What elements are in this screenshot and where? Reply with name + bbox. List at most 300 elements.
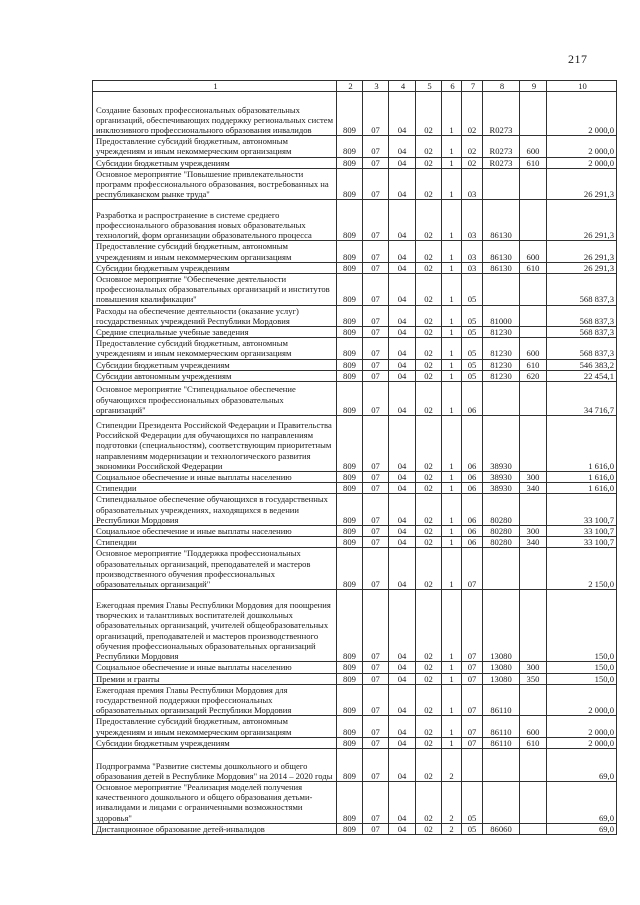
col-7-cell: 03 [462,262,483,273]
col-4-cell: 04 [389,748,416,781]
table-row [93,370,617,381]
col-9-cell: 600 [520,136,547,157]
table-row [93,662,617,673]
col-5-cell: 02 [416,737,442,748]
row-name-cell: Средние специальные учебные заведения [93,327,337,338]
col-3-cell: 07 [363,472,389,483]
table-row [93,136,617,157]
row-name-cell: Основное мероприятие "Реализация моделей получения качественного дошкольного и общего образования детьми-инвалидами и лицами с ограниченными возможностями здоровья" [93,781,337,823]
col-8-cell: 13080 [483,590,520,662]
col-7-cell: 06 [462,382,483,416]
col-10-cell: 1 616,0 [547,472,617,483]
table-row [93,274,617,306]
row-name-cell: Дистанционное образование детей-инвалидов [93,823,337,834]
col-4-cell: 04 [389,684,416,716]
table-row [93,684,617,716]
col-8-cell: 81230 [483,327,520,338]
col-4-cell: 04 [389,359,416,370]
col-4-cell: 04 [389,136,416,157]
col-9-cell: 300 [520,472,547,483]
col-9-cell [520,200,547,241]
table-row [93,416,617,472]
col-9-cell: 600 [520,716,547,737]
col-7-cell: 03 [462,241,483,262]
col-3-cell: 07 [363,305,389,326]
col-7-cell: 07 [462,662,483,673]
col-6-cell: 1 [442,262,462,273]
col-8-cell [483,748,520,781]
col-2-cell: 809 [337,494,363,526]
col-7-cell: 02 [462,157,483,168]
col-8-cell: R0273 [483,157,520,168]
table-row [93,716,617,737]
col-2-cell: 809 [337,136,363,157]
col-5-cell: 02 [416,716,442,737]
col-9-cell [520,327,547,338]
col-8-cell: 86130 [483,200,520,241]
row-name-cell: Предоставление субсидий бюджетным, автономным учреждениям и иным некоммерческим организациям [93,338,337,359]
col-8-cell: 81230 [483,359,520,370]
column-header: 2 [337,81,363,92]
row-name-cell: Основное мероприятие "Стипендиальное обеспечение обучающихся профессиональных образовательных организаций" [93,382,337,416]
col-5-cell: 02 [416,136,442,157]
col-5-cell: 02 [416,338,442,359]
row-name-cell: Социальное обеспечение и иные выплаты населению [93,472,337,483]
col-4-cell: 04 [389,168,416,200]
col-4-cell: 04 [389,241,416,262]
col-10-cell: 33 100,7 [547,526,617,537]
col-2-cell: 809 [337,737,363,748]
col-9-cell [520,305,547,326]
col-5-cell: 02 [416,382,442,416]
col-9-cell [520,548,547,590]
col-2-cell: 809 [337,673,363,684]
table-row [93,262,617,273]
column-header: 8 [483,81,520,92]
col-5-cell: 02 [416,781,442,823]
col-9-cell: 340 [520,483,547,494]
col-4-cell: 04 [389,483,416,494]
col-5-cell: 02 [416,548,442,590]
col-10-cell: 69,0 [547,781,617,823]
col-6-cell: 1 [442,327,462,338]
row-name-cell: Стипендии Президента Российской Федерации и Правительства Российской Федерации для обучающихся по направлениям подготовки (специальностям), соответствующим приоритетным направлениям модернизации и технологического развития экономики Российской Федерации [93,416,337,472]
col-2-cell: 809 [337,781,363,823]
table-header-row [93,81,617,92]
col-4-cell: 04 [389,526,416,537]
table-row [93,748,617,781]
col-5-cell: 02 [416,168,442,200]
table-row [93,472,617,483]
row-name-cell: Разработка и распространение в системе среднего профессионального образования новых образовательных технологий, форм организации образовательного процесса [93,200,337,241]
col-10-cell: 2 000,0 [547,684,617,716]
col-8-cell [483,781,520,823]
col-5-cell: 02 [416,748,442,781]
col-2-cell: 809 [337,472,363,483]
col-3-cell: 07 [363,359,389,370]
col-6-cell: 2 [442,823,462,834]
col-4-cell: 04 [389,823,416,834]
col-10-cell: 26 291,3 [547,200,617,241]
col-3-cell: 07 [363,748,389,781]
col-10-cell: 2 000,0 [547,737,617,748]
col-2-cell: 809 [337,526,363,537]
col-4-cell: 04 [389,737,416,748]
col-3-cell: 07 [363,262,389,273]
col-2-cell: 809 [337,590,363,662]
col-5-cell: 02 [416,590,442,662]
col-2-cell: 809 [337,168,363,200]
col-7-cell: 05 [462,823,483,834]
column-header: 4 [389,81,416,92]
col-10-cell: 33 100,7 [547,494,617,526]
col-10-cell: 568 837,3 [547,274,617,306]
col-7-cell: 06 [462,537,483,548]
col-7-cell: 07 [462,673,483,684]
table-row [93,157,617,168]
page-number: 217 [568,52,588,66]
col-7-cell: 06 [462,416,483,472]
col-3-cell: 07 [363,781,389,823]
col-3-cell: 07 [363,537,389,548]
col-3-cell: 07 [363,168,389,200]
table-row [93,548,617,590]
col-9-cell: 300 [520,526,547,537]
col-6-cell: 1 [442,92,462,136]
col-7-cell: 06 [462,494,483,526]
col-9-cell [520,92,547,136]
col-5-cell: 02 [416,327,442,338]
col-3-cell: 07 [363,416,389,472]
col-3-cell: 07 [363,370,389,381]
col-10-cell: 568 837,3 [547,305,617,326]
col-7-cell [462,748,483,781]
col-6-cell: 1 [442,359,462,370]
col-10-cell: 26 291,3 [547,168,617,200]
col-4-cell: 04 [389,274,416,306]
col-5-cell: 02 [416,537,442,548]
table-row [93,92,617,136]
col-5-cell: 02 [416,823,442,834]
col-4-cell: 04 [389,370,416,381]
table-row [93,200,617,241]
col-9-cell [520,823,547,834]
col-6-cell: 1 [442,590,462,662]
col-4-cell: 04 [389,716,416,737]
col-5-cell: 02 [416,673,442,684]
col-7-cell: 07 [462,684,483,716]
col-10-cell: 1 616,0 [547,483,617,494]
row-name-cell: Ежегодная премия Главы Республики Мордовия для поощрения творческих и талантливых воспитателей дошкольных образовательных организаций, учителей общеобразовательных организаций, преподавателей и мастеров производственного обучения профессиональных образовательных организаций Республики Мордовия [93,590,337,662]
col-10-cell: 22 454,1 [547,370,617,381]
col-4-cell: 04 [389,305,416,326]
col-6-cell: 1 [442,526,462,537]
col-8-cell: 86110 [483,737,520,748]
col-2-cell: 809 [337,327,363,338]
col-4-cell: 04 [389,494,416,526]
column-header: 7 [462,81,483,92]
col-3-cell: 07 [363,274,389,306]
col-8-cell: 86060 [483,823,520,834]
col-8-cell: 38930 [483,483,520,494]
col-2-cell: 809 [337,274,363,306]
row-name-cell: Предоставление субсидий бюджетным, автономным учреждениям и иным некоммерческим организациям [93,241,337,262]
col-7-cell: 03 [462,200,483,241]
col-6-cell: 2 [442,781,462,823]
col-9-cell: 340 [520,537,547,548]
col-4-cell: 04 [389,662,416,673]
row-name-cell: Субсидии бюджетным учреждениям [93,359,337,370]
col-7-cell: 02 [462,136,483,157]
col-6-cell: 1 [442,494,462,526]
row-name-cell: Подпрограмма "Развитие системы дошкольного и общего образования детей в Республике Мордовия" на 2014 – 2020 годы [93,748,337,781]
row-name-cell: Предоставление субсидий бюджетным, автономным учреждениям и иным некоммерческим организациям [93,136,337,157]
row-name-cell: Создание базовых профессиональных образовательных организаций, обеспечивающих поддержку региональных систем инклюзивного профессионального образования инвалидов [93,92,337,136]
col-6-cell: 1 [442,716,462,737]
col-4-cell: 04 [389,157,416,168]
table-row [93,781,617,823]
col-9-cell [520,382,547,416]
col-8-cell: 13080 [483,662,520,673]
col-6-cell: 1 [442,548,462,590]
row-name-cell: Основное мероприятие "Повышение привлекательности программ профессионального образования, востребованных на республиканском рынке труда" [93,168,337,200]
col-3-cell: 07 [363,327,389,338]
col-4-cell: 04 [389,416,416,472]
col-5-cell: 02 [416,359,442,370]
table-row [93,737,617,748]
col-2-cell: 809 [337,823,363,834]
table-row [93,305,617,326]
col-3-cell: 07 [363,673,389,684]
row-name-cell: Субсидии бюджетным учреждениям [93,737,337,748]
table-row [93,494,617,526]
col-6-cell: 1 [442,370,462,381]
column-header: 6 [442,81,462,92]
budget-table [92,80,617,835]
col-4-cell: 04 [389,590,416,662]
col-8-cell [483,168,520,200]
column-header: 10 [547,81,617,92]
col-6-cell: 1 [442,416,462,472]
col-3-cell: 07 [363,382,389,416]
col-5-cell: 02 [416,370,442,381]
row-name-cell: Стипендиальное обеспечение обучающихся в государственных образовательных учреждениях, находящихся в ведении Республики Мордовия [93,494,337,526]
table-row [93,823,617,834]
col-8-cell: 81230 [483,370,520,381]
col-8-cell: 81230 [483,338,520,359]
col-8-cell: 86130 [483,262,520,273]
col-7-cell: 07 [462,716,483,737]
col-7-cell: 02 [462,92,483,136]
col-10-cell: 150,0 [547,590,617,662]
col-3-cell: 07 [363,136,389,157]
col-3-cell: 07 [363,526,389,537]
col-9-cell [520,494,547,526]
col-7-cell: 05 [462,338,483,359]
col-6-cell: 1 [442,136,462,157]
col-7-cell: 05 [462,327,483,338]
col-9-cell [520,748,547,781]
col-7-cell: 07 [462,590,483,662]
col-10-cell: 1 616,0 [547,416,617,472]
col-3-cell: 07 [363,823,389,834]
col-6-cell: 1 [442,472,462,483]
col-7-cell: 03 [462,168,483,200]
row-name-cell: Субсидии бюджетным учреждениям [93,262,337,273]
col-5-cell: 02 [416,416,442,472]
table-row [93,241,617,262]
col-3-cell: 07 [363,662,389,673]
column-header: 5 [416,81,442,92]
col-10-cell: 2 000,0 [547,157,617,168]
table-row [93,483,617,494]
col-3-cell: 07 [363,157,389,168]
col-9-cell: 300 [520,662,547,673]
col-2-cell: 809 [337,716,363,737]
col-9-cell: 620 [520,370,547,381]
col-3-cell: 07 [363,483,389,494]
col-10-cell: 2 000,0 [547,716,617,737]
col-7-cell: 05 [462,781,483,823]
col-7-cell: 05 [462,370,483,381]
col-6-cell: 1 [442,168,462,200]
col-2-cell: 809 [337,157,363,168]
col-4-cell: 04 [389,673,416,684]
col-10-cell: 568 837,3 [547,338,617,359]
col-5-cell: 02 [416,157,442,168]
col-9-cell: 600 [520,338,547,359]
col-4-cell: 04 [389,200,416,241]
col-6-cell: 1 [442,382,462,416]
row-name-cell: Премии и гранты [93,673,337,684]
col-10-cell: 26 291,3 [547,262,617,273]
col-8-cell: 38930 [483,416,520,472]
col-10-cell: 568 837,3 [547,327,617,338]
column-header: 9 [520,81,547,92]
col-7-cell: 05 [462,274,483,306]
col-3-cell: 07 [363,590,389,662]
col-10-cell: 69,0 [547,748,617,781]
col-10-cell: 2 000,0 [547,92,617,136]
col-8-cell: 81000 [483,305,520,326]
table-row [93,673,617,684]
col-2-cell: 809 [337,305,363,326]
col-4-cell: 04 [389,537,416,548]
col-3-cell: 07 [363,92,389,136]
col-9-cell: 600 [520,241,547,262]
col-9-cell [520,416,547,472]
col-6-cell: 1 [442,200,462,241]
col-9-cell [520,168,547,200]
col-3-cell: 07 [363,241,389,262]
col-6-cell: 1 [442,483,462,494]
col-4-cell: 04 [389,472,416,483]
col-10-cell: 33 100,7 [547,537,617,548]
row-name-cell: Социальное обеспечение и иные выплаты населению [93,526,337,537]
col-8-cell [483,274,520,306]
col-9-cell: 350 [520,673,547,684]
col-2-cell: 809 [337,370,363,381]
col-3-cell: 07 [363,716,389,737]
col-4-cell: 04 [389,327,416,338]
col-5-cell: 02 [416,472,442,483]
col-4-cell: 04 [389,262,416,273]
col-4-cell: 04 [389,382,416,416]
col-5-cell: 02 [416,526,442,537]
col-10-cell: 150,0 [547,662,617,673]
col-9-cell [520,590,547,662]
col-8-cell: 80280 [483,494,520,526]
col-10-cell: 2 000,0 [547,136,617,157]
col-5-cell: 02 [416,494,442,526]
col-9-cell [520,274,547,306]
row-name-cell: Предоставление субсидий бюджетным, автономным учреждениям и иным некоммерческим организациям [93,716,337,737]
col-4-cell: 04 [389,781,416,823]
col-8-cell: 86130 [483,241,520,262]
row-name-cell: Стипендии [93,537,337,548]
table-row [93,382,617,416]
col-10-cell: 26 291,3 [547,241,617,262]
col-5-cell: 02 [416,200,442,241]
col-7-cell: 07 [462,737,483,748]
column-header: 1 [93,81,337,92]
col-5-cell: 02 [416,483,442,494]
col-5-cell: 02 [416,262,442,273]
col-9-cell [520,684,547,716]
col-8-cell: 80280 [483,537,520,548]
col-6-cell: 1 [442,662,462,673]
col-7-cell: 06 [462,526,483,537]
col-10-cell: 150,0 [547,673,617,684]
col-7-cell: 06 [462,472,483,483]
col-5-cell: 02 [416,662,442,673]
column-header: 3 [363,81,389,92]
col-9-cell: 610 [520,262,547,273]
col-4-cell: 04 [389,338,416,359]
col-8-cell: R0273 [483,92,520,136]
row-name-cell: Ежегодная премия Главы Республики Мордовия для государственной поддержки профессиональных образовательных организаций Республики Мордовия [93,684,337,716]
col-5-cell: 02 [416,274,442,306]
table-row [93,359,617,370]
col-2-cell: 809 [337,662,363,673]
table-row [93,526,617,537]
col-6-cell: 1 [442,537,462,548]
table-row [93,338,617,359]
col-7-cell: 05 [462,305,483,326]
col-2-cell: 809 [337,92,363,136]
col-2-cell: 809 [337,359,363,370]
col-10-cell: 546 383,2 [547,359,617,370]
row-name-cell: Основное мероприятие "Поддержка профессиональных образовательных организаций, преподавателей и мастеров производственного обучения профессиональных образовательных организаций" [93,548,337,590]
col-8-cell [483,548,520,590]
col-10-cell: 2 150,0 [547,548,617,590]
col-2-cell: 809 [337,416,363,472]
col-3-cell: 07 [363,684,389,716]
col-2-cell: 809 [337,338,363,359]
col-9-cell: 610 [520,737,547,748]
col-9-cell: 610 [520,359,547,370]
col-2-cell: 809 [337,262,363,273]
row-name-cell: Социальное обеспечение и иные выплаты населению [93,662,337,673]
col-8-cell: 86110 [483,716,520,737]
col-6-cell: 1 [442,274,462,306]
col-5-cell: 02 [416,305,442,326]
col-2-cell: 809 [337,548,363,590]
row-name-cell: Субсидии автономным учреждениям [93,370,337,381]
col-2-cell: 809 [337,382,363,416]
col-8-cell: R0273 [483,136,520,157]
col-2-cell: 809 [337,537,363,548]
